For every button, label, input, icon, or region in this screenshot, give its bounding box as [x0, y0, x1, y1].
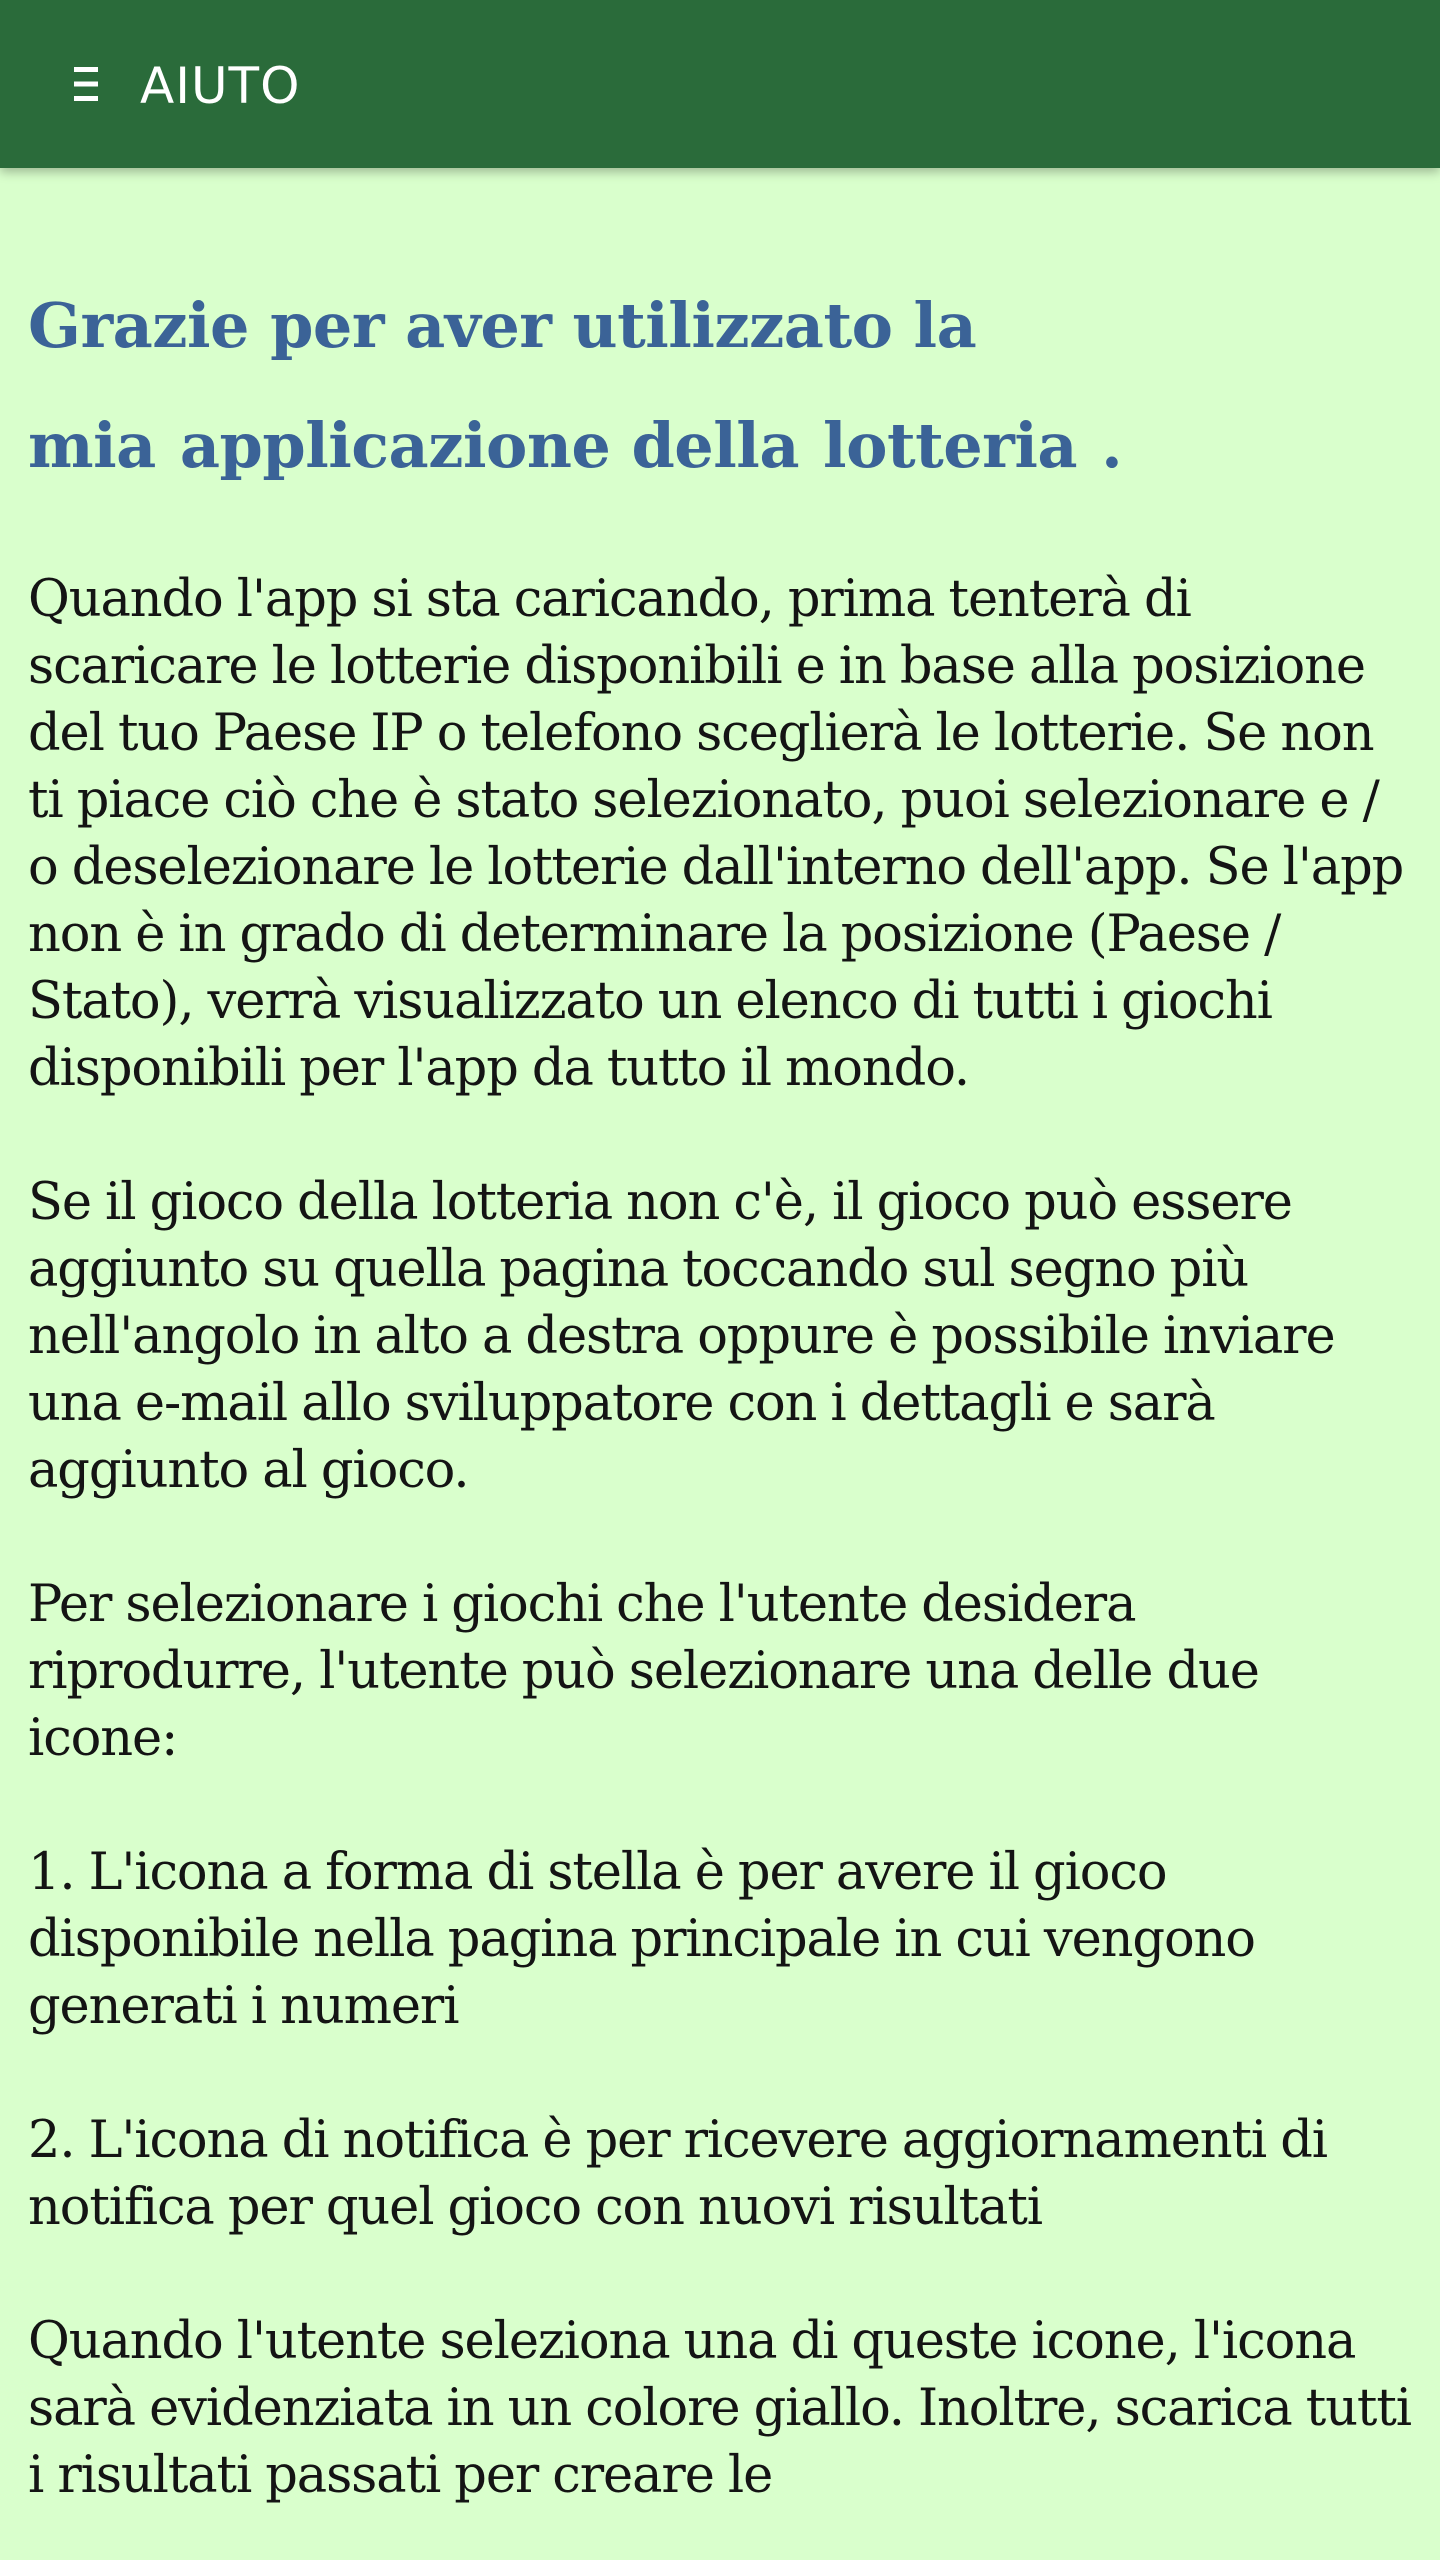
heading-word: . [1101, 409, 1123, 482]
heading-word: applicazione della [179, 409, 800, 482]
heading-line-2 [28, 386, 1412, 506]
menu-button[interactable] [48, 44, 128, 124]
app-bar [0, 0, 1440, 168]
paragraph-star-icon: 1. L'icona a forma di stella è per avere il gioco disponibile nella pagina principale in cui vengono generati i numeri [28, 1843, 1255, 2036]
welcome-heading [28, 168, 1412, 506]
paragraph-notification-icon: 2. L'icona di notifica è per ricevere aggiornamenti di notifica per quel gioco con nuovi risultati [28, 2111, 1328, 2237]
heading-line-1: Grazie per aver utilizzato la [28, 289, 977, 362]
paragraph-loading: Quando l'app si sta caricando, prima tenterà di scaricare le lotterie disponibili e in base alla posizione del tuo Paese IP o telefono sceglierà le lotterie. Se non ti piace ciò che è stato selezionato, puoi selezionare e / o deselezionare le lotterie dall'interno dell'app. Se l'app non è in grado di determinare la posizione (Paese / Stato), verrà visualizzato un elenco di tutti i giochi disponibili per l'app da tutto il mondo. [28, 570, 1404, 1098]
page-title: AIUTO [140, 57, 301, 115]
hamburger-menu-icon [70, 64, 106, 104]
help-content [28, 168, 1412, 2560]
heading-word: lotteria [823, 409, 1078, 482]
heading-word: mia [28, 409, 156, 482]
paragraph-missing-game: Se il gioco della lotteria non c'è, il gioco può essere aggiunto su quella pagina toccando sul segno più nell'angolo in alto a destra oppure è possibile inviare una e-mail allo sviluppatore con i dettagli e sarà aggiunto al gioco. [28, 1173, 1335, 1500]
paragraph-highlight: Quando l'utente seleziona una di queste icone, l'icona sarà evidenziata in un colore giallo. Inoltre, scarica tutti i risultati passati per creare le [28, 2312, 1411, 2505]
paragraph-select-games: Per selezionare i giochi che l'utente desidera riprodurre, l'utente può selezionare una delle due icone: [28, 1575, 1259, 1768]
